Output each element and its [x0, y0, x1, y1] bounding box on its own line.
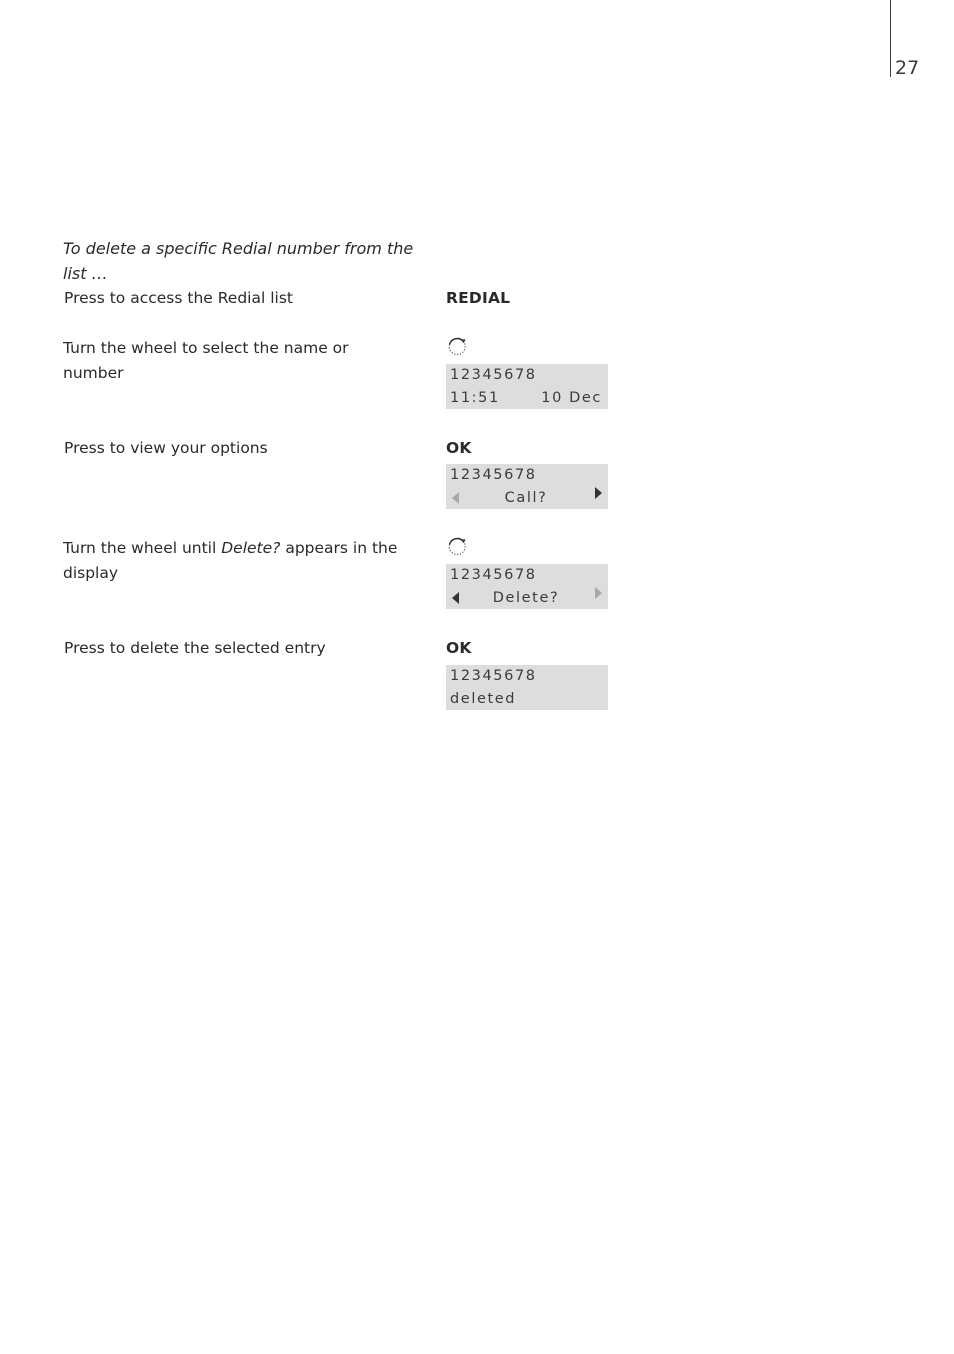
handset-display-options-delete [446, 564, 608, 609]
display-options-row [450, 487, 602, 509]
step-4-instruction: Turn the wheel until Delete? appears in the display [63, 539, 398, 582]
display-time: 11:51 [450, 390, 500, 406]
display-details-row [450, 387, 602, 409]
display-status: deleted [450, 691, 517, 707]
handset-display-options-call [446, 464, 608, 509]
handset-display-redial-entry [446, 364, 608, 409]
delete-option-term: Delete? [221, 539, 281, 557]
ok-key-label: OK [446, 639, 472, 657]
page-number: 27 [895, 57, 920, 79]
display-date: 10 Dec [541, 390, 602, 406]
redial-key-label: REDIAL [446, 289, 511, 307]
scroll-right-arrow-icon [595, 487, 602, 499]
wheel-icon [446, 336, 468, 358]
display-option-delete: Delete? [492, 590, 560, 606]
display-number: 12345678 [450, 367, 537, 383]
display-options-row [450, 587, 602, 609]
wheel-icon [446, 536, 468, 558]
step-5-instruction: Press to delete the selected entry [64, 639, 326, 657]
display-number: 12345678 [450, 467, 537, 483]
display-number: 12345678 [450, 668, 537, 684]
display-option-call: Call? [504, 490, 548, 506]
handset-display-deleted [446, 665, 608, 710]
scroll-right-arrow-icon [595, 587, 602, 599]
step-2-instruction: Turn the wheel to select the name or number [63, 339, 349, 382]
display-number: 12345678 [450, 567, 537, 583]
page-header-rule [890, 0, 891, 77]
step-3-instruction: Press to view your options [64, 439, 268, 457]
section-intro: To delete a specific Redial number from the list … [63, 239, 414, 283]
step-1-instruction: Press to access the Redial list [64, 289, 293, 307]
ok-key-label: OK [446, 439, 472, 457]
